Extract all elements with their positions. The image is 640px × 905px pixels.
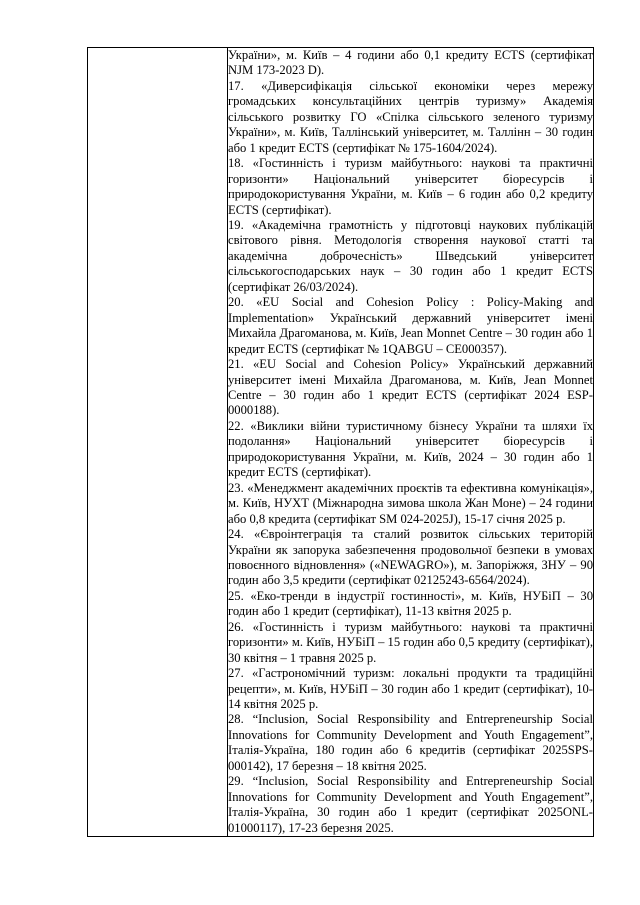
entry-continuation: України», м. Київ – 4 години або 0,1 кредиту ECTS (сертифікат NJM 173-2023 D). (228, 48, 593, 78)
entry-22: 22. «Виклики війни туристичному бізнесу України та шляхи їх подолання» Національний університет біоресурсів і природокористування України, м. Київ, 2024 – 30 годин або 1 кредит ECTS (сертифікат). (228, 418, 593, 480)
entry-26: 26. «Гостинність і туризм майбутнього: наукові та практичні горизонти» м. Київ, НУБіП – 15 годин або 0,5 кредиту (сертифікат), 30 квітня – 1 травня 2025 р. (228, 619, 593, 665)
entry-28: 28. “Inclusion, Social Responsibility and Entrepreneurship Social Innovations for Community Development and Youth Engagement”, Італія-Україна, 180 годин або 6 кредитів (сертифікат 2025SPS-000142), 17 березня – 18 квітня 2025. (228, 712, 593, 773)
entry-18: 18. «Гостинність і туризм майбутнього: наукові та практичні горизонти» Національний університет біоресурсів і природокористування України, м. Київ – 6 годин або 0,2 кредиту ECTS (сертифікат). (228, 156, 593, 217)
entry-17: 17. «Диверсифікація сільської економіки через мережу громадських консультаційних центрів туризму» Академія сільського розвитку ГО «Спілка сільського зеленого туризму України», м. Київ, Таллінський університет, м. Таллінн – 30 годин або 1 кредит ECTS (сертифікат № 175-1604/2024). (228, 78, 593, 155)
entry-27: 27. «Гастрономічний туризм: локальні продукти та традиційні рецепти», м. Київ, НУБіП – 30 годин або 1 кредит (сертифікат), 10-14 квітня 2025 р. (228, 666, 593, 712)
left-column-cell (88, 48, 228, 837)
entry-23: 23. «Менеджмент академічних проєктів та ефективна комунікація», м. Київ, НУХТ (Міжнародна зимова школа Жан Моне) – 24 години або 0,8 кредита (сертифікат SM 024-2025J), 15-17 січня 2025 р. (228, 480, 593, 526)
entry-21: 21. «EU Social and Cohesion Policy» Український державний університет імені Михайла Драгоманова, м. Київ, Jean Monnet Centre – 30 годин або 1 кредит ECTS (сертифікат 2024 ESP-0000188). (228, 357, 593, 418)
entry-20: 20. «EU Social and Cohesion Policy : Policy-Making and Implementation» Український державний університет імені Михайла Драгоманова, м. Київ, Jean Monnet Centre – 30 годин або 1 кредит ECTS (сертифікат № 1QABGU – CE000357). (228, 295, 593, 356)
entry-19: 19. «Академічна грамотність у підготовці наукових публікацій світового рівня. Методологія створення наукової статті та академічна доброчесність» Шведський університет сільськогосподарських наук – 30 годин або 1 кредит ECTS (сертифікат 26/03/2024). (228, 217, 593, 294)
right-column-cell (228, 48, 594, 837)
entry-24: 24. «Євроінтеграція та сталий розвиток сільських територій України як запорука забезпечення продовольчої безпеки в умовах повоєнного відновлення» («NEWAGRO»), м. Запоріжжя, ЗНУ – 90 годин або 3,5 кредити (сертифікат 02125243-6564/2024). (228, 527, 593, 588)
entry-25: 25. «Еко-тренди в індустрії гостинності», м. Київ, НУБіП – 30 годин або 1 кредит (сертифікат), 11-13 квітня 2025 р. (228, 588, 593, 619)
table-row (88, 48, 594, 837)
entry-29: 29. “Inclusion, Social Responsibility and Entrepreneurship Social Innovations for Community Development and Youth Engagement”, Італія-Україна, 30 годин або 1 кредит (сертифікат 2025ONL-01000117), 17-23 березня 2025. (228, 774, 593, 835)
qualification-table (87, 47, 594, 837)
